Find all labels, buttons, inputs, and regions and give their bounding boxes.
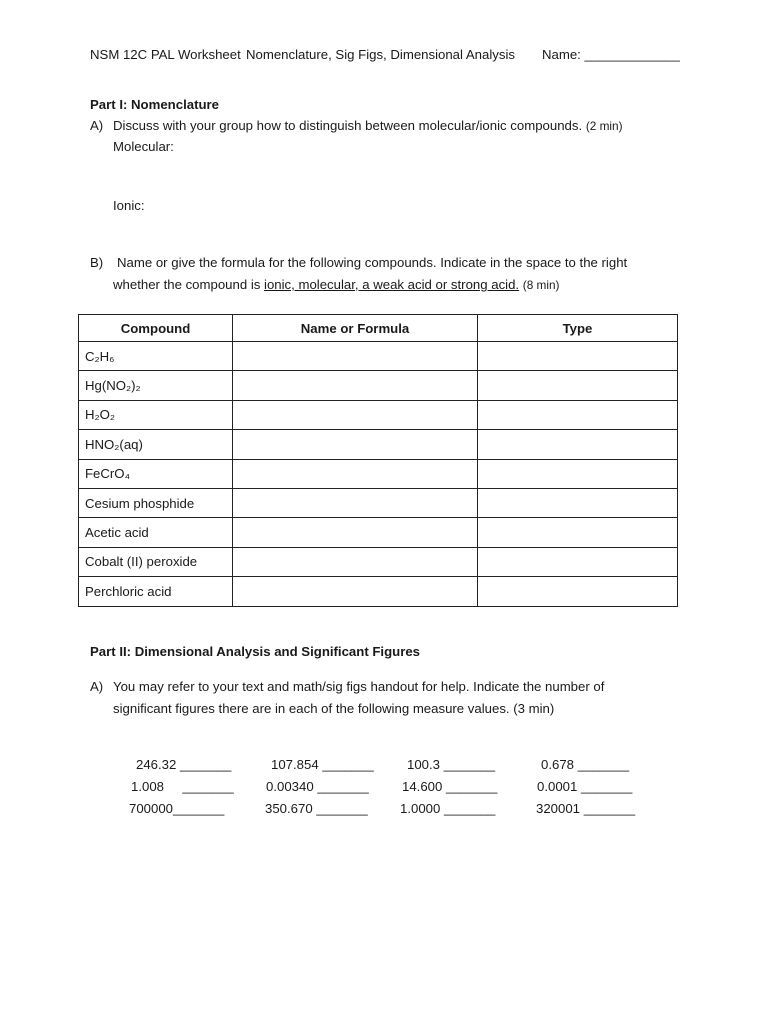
table-row (79, 371, 678, 400)
answer-blank[interactable]: _______ (182, 779, 234, 794)
compound-table (78, 314, 678, 607)
table-row (79, 518, 678, 547)
sig-fig-item (407, 757, 495, 772)
sig-fig-item (136, 757, 231, 772)
part1-b-line1: Name or give the formula for the following compounds. Indicate in the space to the right (117, 255, 628, 270)
sig-fig-item (265, 801, 368, 816)
compound-cell: Acetic acid (79, 518, 233, 547)
table-row (79, 342, 678, 371)
molecular-label: Molecular: (113, 139, 174, 154)
sig-fig-item (402, 779, 497, 794)
part1-b-underlined: ionic, molecular, a weak acid or strong acid. (264, 277, 520, 292)
name-or-formula-cell[interactable] (233, 371, 478, 400)
type-cell[interactable] (478, 371, 678, 400)
answer-blank[interactable]: _______ (317, 779, 369, 794)
answer-blank[interactable]: _______ (322, 757, 374, 772)
sig-fig-item (266, 779, 369, 794)
sig-fig-item (129, 801, 224, 816)
table-row (79, 400, 678, 429)
ionic-label: Ionic: (113, 198, 145, 213)
name-or-formula-cell[interactable] (233, 459, 478, 488)
measure-value: 350.670 (265, 801, 313, 816)
compound-cell: FeCrO₄ (79, 459, 233, 488)
header-name-or-formula: Name or Formula (233, 315, 478, 342)
name-or-formula-cell[interactable] (233, 400, 478, 429)
answer-blank[interactable]: _______ (173, 801, 225, 816)
name-or-formula-cell[interactable] (233, 518, 478, 547)
sig-fig-item (537, 779, 632, 794)
table-row (79, 459, 678, 488)
measure-value: 700000 (129, 801, 174, 816)
part2-a-line2-text: significant figures there are in each of the following measure values. (113, 701, 510, 716)
type-cell[interactable] (478, 577, 678, 606)
type-cell[interactable] (478, 488, 678, 517)
header-compound: Compound (79, 315, 233, 342)
part1-title: Part I: Nomenclature (90, 97, 219, 112)
part1-b-marker: B) (90, 255, 104, 270)
sig-fig-item (400, 801, 495, 816)
table-row (79, 430, 678, 459)
type-cell[interactable] (478, 547, 678, 576)
compound-cell: C₂H₆ (79, 342, 233, 371)
type-cell[interactable] (478, 459, 678, 488)
measure-value: 0.0001 (537, 779, 578, 794)
compound-cell: H₂O₂ (79, 400, 233, 429)
measure-value: 246.32 (136, 757, 177, 772)
part2-a-line2 (113, 701, 554, 716)
name-or-formula-cell[interactable] (233, 577, 478, 606)
worksheet-course: NSM 12C PAL Worksheet (90, 47, 241, 62)
table-row (79, 577, 678, 606)
part1-a-question (113, 118, 623, 133)
sig-fig-item (536, 801, 635, 816)
compound-cell: Hg(NO₂)₂ (79, 371, 233, 400)
name-or-formula-cell[interactable] (233, 488, 478, 517)
part1-a-marker: A) (90, 118, 104, 133)
answer-blank[interactable]: _______ (316, 801, 368, 816)
answer-blank[interactable]: _______ (443, 757, 496, 772)
answer-blank[interactable]: _______ (444, 801, 496, 816)
measure-value: 107.854 (271, 757, 319, 772)
answer-blank[interactable]: _______ (577, 757, 630, 772)
part1-b-line2-pre: whether the compound is (113, 277, 265, 292)
name-or-formula-cell[interactable] (233, 547, 478, 576)
measure-value: 320001 (536, 801, 581, 816)
table-row (79, 547, 678, 576)
compound-cell: HNO₂(aq) (79, 430, 233, 459)
part1-a-text: Discuss with your group how to distinguish between molecular/ionic compounds. (113, 118, 583, 133)
header-type: Type (478, 315, 678, 342)
answer-blank[interactable]: _______ (581, 779, 633, 794)
type-cell[interactable] (478, 518, 678, 547)
type-cell[interactable] (478, 430, 678, 459)
answer-blank[interactable]: _______ (446, 779, 498, 794)
compound-cell: Perchloric acid (79, 577, 233, 606)
answer-blank[interactable]: _______ (583, 801, 636, 816)
type-cell[interactable] (478, 400, 678, 429)
name-or-formula-cell[interactable] (233, 430, 478, 459)
table-row (79, 488, 678, 517)
part1-b-time: (8 min) (522, 278, 560, 292)
sig-fig-item (541, 757, 629, 772)
compound-cell: Cesium phosphide (79, 488, 233, 517)
measure-value: 100.3 (407, 757, 441, 772)
part1-b-line2 (113, 277, 560, 292)
worksheet-topic: Nomenclature, Sig Figs, Dimensional Analysis (246, 47, 515, 62)
part2-a-line1: You may refer to your text and math/sig figs handout for help. Indicate the number of (113, 679, 605, 694)
part2-title: Part II: Dimensional Analysis and Significant Figures (90, 644, 421, 659)
part1-a-time: (2 min) (585, 119, 623, 133)
measure-value: 1.008 (131, 779, 165, 794)
part2-a-marker: A) (90, 679, 104, 694)
measure-value: 0.678 (541, 757, 575, 772)
part2-a-time: (3 min) (513, 701, 555, 716)
measure-value: 1.0000 (400, 801, 441, 816)
compound-cell: Cobalt (II) peroxide (79, 547, 233, 576)
answer-blank[interactable]: _______ (180, 757, 232, 772)
measure-value: 14.600 (402, 779, 443, 794)
sig-fig-item (271, 757, 374, 772)
name-or-formula-cell[interactable] (233, 342, 478, 371)
table-header-row (79, 315, 678, 342)
type-cell[interactable] (478, 342, 678, 371)
name-field-label: Name: _____________ (542, 47, 680, 62)
measure-value: 0.00340 (266, 779, 314, 794)
sig-fig-item (131, 779, 234, 794)
